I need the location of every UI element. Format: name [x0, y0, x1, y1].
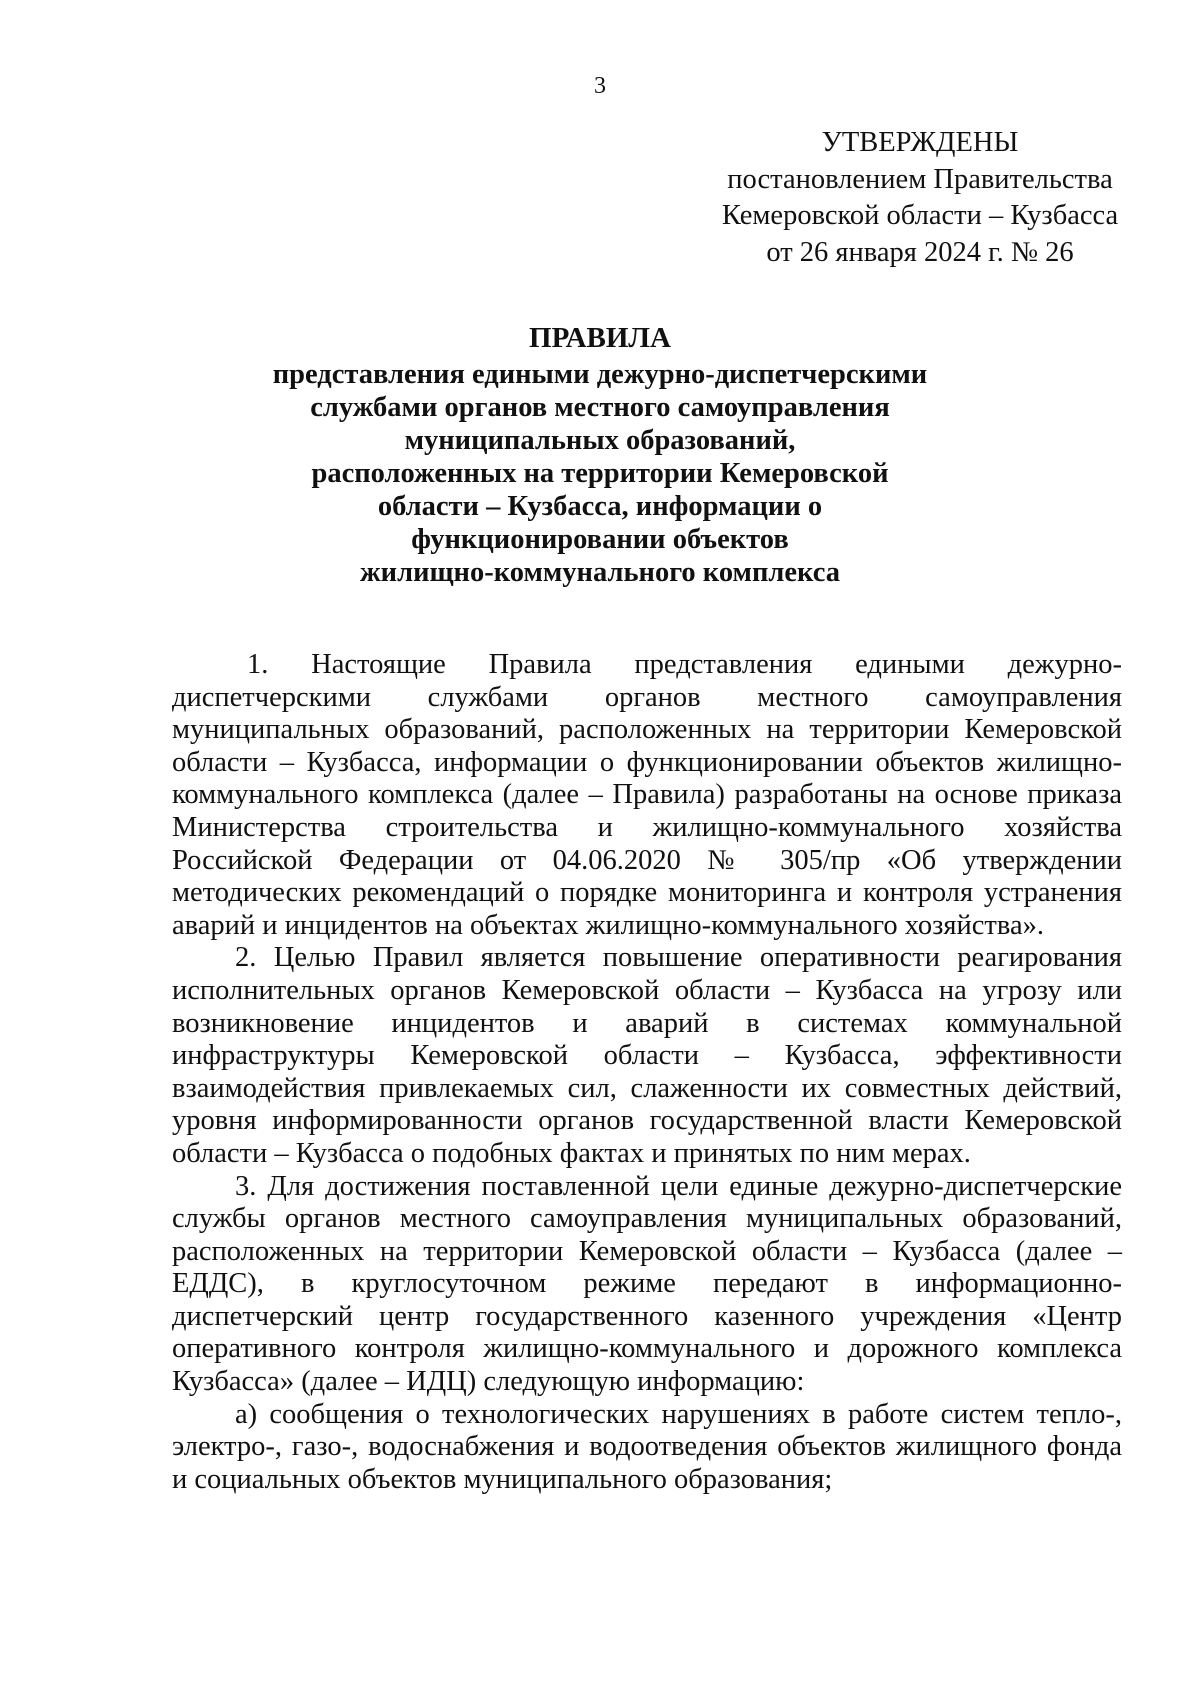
paragraph-2: 2. Целью Правил является повышение оперативности реагирования исполнительных органов Кемеровской области – Кузбасса на угрозу или возникновение инцидентов и аварий в системах коммунальной инфраструктуры Кемеровской области – Кузбасса, эффективности взаимодействия привлекаемых сил, слаженности их совместных действий, уровня информированности органов государственной власти Кемеровской области – Кузбасса о подобных фактах и принятых по ним мерах.: [172, 942, 1122, 1169]
approval-line: постановлением Правительства: [727, 163, 1113, 195]
document-title-block: [250, 322, 950, 589]
page-number: 3: [594, 73, 606, 99]
approval-heading: УТВЕРЖДЕНЫ: [821, 127, 1019, 158]
document-body: [172, 649, 1122, 1496]
document-subtitle-line: области – Кузбасса, информации о: [377, 491, 823, 522]
document-subtitle-line: функционировании объектов: [411, 524, 789, 555]
document-subtitle-line: расположенных на территории Кемеровской: [311, 458, 889, 489]
document-title: ПРАВИЛА: [529, 322, 671, 354]
paragraph-3: 3. Для достижения поставленной цели единые дежурно-диспетчерские службы органов местного самоуправления муниципальных образований, расположенных на территории Кемеровской области – Кузбасса (далее – ЕДДС), в круглосуточном режиме передают в информационно-диспетчерский центр государственного казенного учреждения «Центр оперативного контроля жилищно-коммунального и дорожного комплекса Кузбасса» (далее – ИДЦ) следующую информацию:: [172, 1170, 1122, 1398]
paragraph-3a: а) сообщения о технологических нарушениях в работе систем тепло-, электро-, газо-, водоснабжения и водоотведения объектов жилищного фонда и социальных объектов муниципального образования;: [172, 1398, 1122, 1495]
approval-line: Кемеровской области – Кузбасса: [721, 200, 1119, 231]
document-subtitle-line: муниципальных образований,: [404, 425, 796, 456]
paragraph-1: 1. Настоящие Правила представления едиными дежурно-диспетчерскими службами органов местного самоуправления муниципальных образований, расположенных на территории Кемеровской области – Кузбасса, информации о функционировании объектов жилищно-коммунального комплекса (далее – Правила) разработаны на основе приказа Министерства строительства и жилищно-коммунального хозяйства Российской Федерации от 04.06.2020 № 305/пр «Об утверждении методических рекомендаций о порядке мониторинга и контроля устранения аварий и инцидентов на объектах жилищно-коммунального хозяйства».: [172, 649, 1122, 941]
document-subtitle-line: жилищно-коммунального комплекса: [360, 557, 840, 588]
approval-date-line: от 26 января 2024 г. № 26: [766, 236, 1074, 268]
document-subtitle-line: службами органов местного самоуправления: [310, 392, 890, 423]
document-subtitle-line: представления едиными дежурно-диспетчерскими: [272, 359, 928, 390]
approval-stamp-block: [700, 125, 1140, 271]
